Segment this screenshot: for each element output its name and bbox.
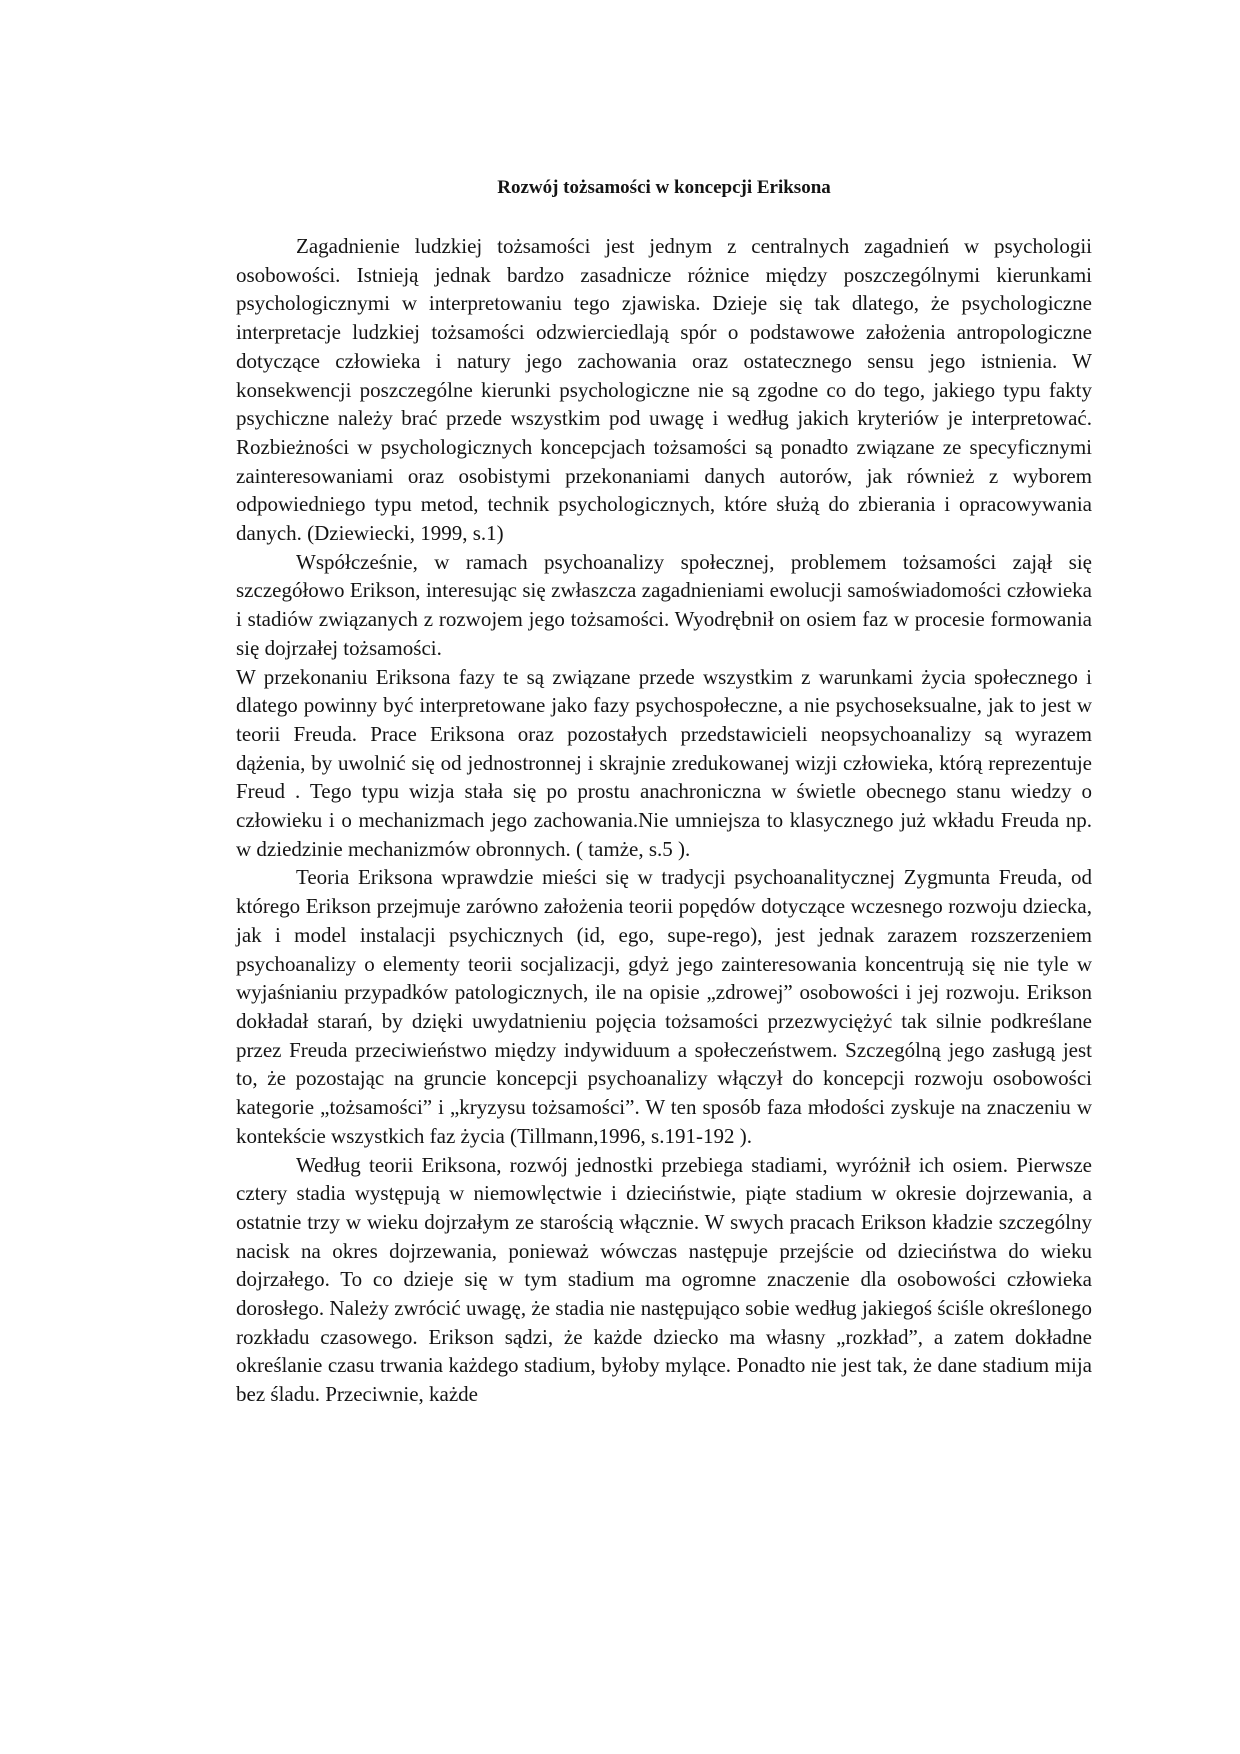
paragraph-2: Współcześnie, w ramach psychoanalizy społecznej, problemem tożsamości zajął się szczegółowo Erikson, interesując się zwłaszcza zagadnieniami ewolucji samoświadomości człowieka i stadiów związanych z rozwojem jego tożsamości. Wyodrębnił on osiem faz w procesie formowania się dojrzałej tożsamości. [236,549,1092,660]
document-body [236,232,1092,1409]
paragraph-1: Zagadnienie ludzkiej tożsamości jest jednym z centralnych zagadnień w psychologii osobowości. Istnieją jednak bardzo zasadnicze różnice między poszczególnymi kierunkami psychologicznymi w interpretowaniu tego zjawiska. Dzieje się tak dlatego, że psychologiczne interpretacje ludzkiej tożsamości odzwierciedlają spór o podstawowe założenia antropologiczne dotyczące człowieka i natury jego zachowania oraz ostatecznego sensu jego istnienia. W konsekwencji poszczególne kierunki psychologiczne nie są zgodne co do tego, jakiego typu fakty psychiczne należy brać przede wszystkim pod uwagę i według jakich kryteriów je interpretować. Rozbieżności w psychologicznych koncepcjach tożsamości są ponadto związane ze specyficznymi zainteresowaniami oraz osobistymi przekonaniami danych autorów, jak również z wyborem odpowiedniego typu metod, technik psychologicznych, które służą do zbierania i opracowywania danych. (Dziewiecki, 1999, s.1) [236,234,1092,546]
document-title: Rozwój tożsamości w koncepcji Eriksona [497,177,831,198]
paragraph-3: W przekonaniu Eriksona fazy te są związane przede wszystkim z warunkami życia społecznego i dlatego powinny być interpretowane jako fazy psychospołeczne, a nie psychoseksualne, jak to jest w teorii Freuda. Prace Eriksona oraz pozostałych przedstawicieli neopsychoanalizy są wyrazem dążenia, by uwolnić się od jednostronnej i skrajnie zredukowanej wizji człowieka, którą reprezentuje Freud . Tego typu wizja stała się po prostu anachroniczna w świetle obecnego stanu wiedzy o człowieku i o mechanizmach jego zachowania.Nie umniejsza to klasycznego już wkładu Freuda np. w dziedzinie mechanizmów obronnych. ( tamże, s.5 ). [236,664,1092,861]
paragraph-5: Według teorii Eriksona, rozwój jednostki przebiega stadiami, wyróżnił ich osiem. Pierwsze cztery stadia występują w niemowlęctwie i dzieciństwie, piąte stadium w okresie dojrzewania, a ostatnie trzy w wieku dojrzałym ze starością włącznie. W swych pracach Erikson kładzie szczególny nacisk na okres dojrzewania, ponieważ wówczas następuje przejście od dzieciństwa do wieku dojrzałego. To co dzieje się w tym stadium ma ogromne znaczenie dla osobowości człowieka dorosłego. Należy zwrócić uwagę, że stadia nie następująco sobie według jakiegoś ściśle określonego rozkładu czasowego. Erikson sądzi, że każde dziecko ma własny „rozkład”, a zatem dokładne określanie czasu trwania każdego stadium, byłoby mylące. Ponadto nie jest tak, że dane stadium mija bez śladu. Przeciwnie, każde [236,1152,1092,1407]
paragraph-4: Teoria Eriksona wprawdzie mieści się w tradycji psychoanalitycznej Zygmunta Freuda, od którego Erikson przejmuje zarówno założenia teorii popędów dotyczące wczesnego rozwoju dziecka, jak i model instalacji psychicznych (id, ego, supe-rego), jest jednak zarazem rozszerzeniem psychoanalizy o elementy teorii socjalizacji, gdyż jego zainteresowania koncentrują się nie tyle w wyjaśnianiu przypadków patologicznych, ile na opisie „zdrowej” osobowości i jej rozwoju. Erikson dokładał starań, by dzięki uwydatnieniu pojęcia tożsamości przezwyciężyć tak silnie podkreślane przez Freuda przeciwieństwo między indywiduum a społeczeństwem. Szczególną jego zasługą jest to, że pozostając na gruncie koncepcji psychoanalizy włączył do koncepcji rozwoju osobowości kategorie „tożsamości” i „kryzysu tożsamości”. W ten sposób faza młodości zyskuje na znaczeniu w kontekście wszystkich faz życia (Tillmann,1996, s.191-192 ). [236,865,1092,1148]
